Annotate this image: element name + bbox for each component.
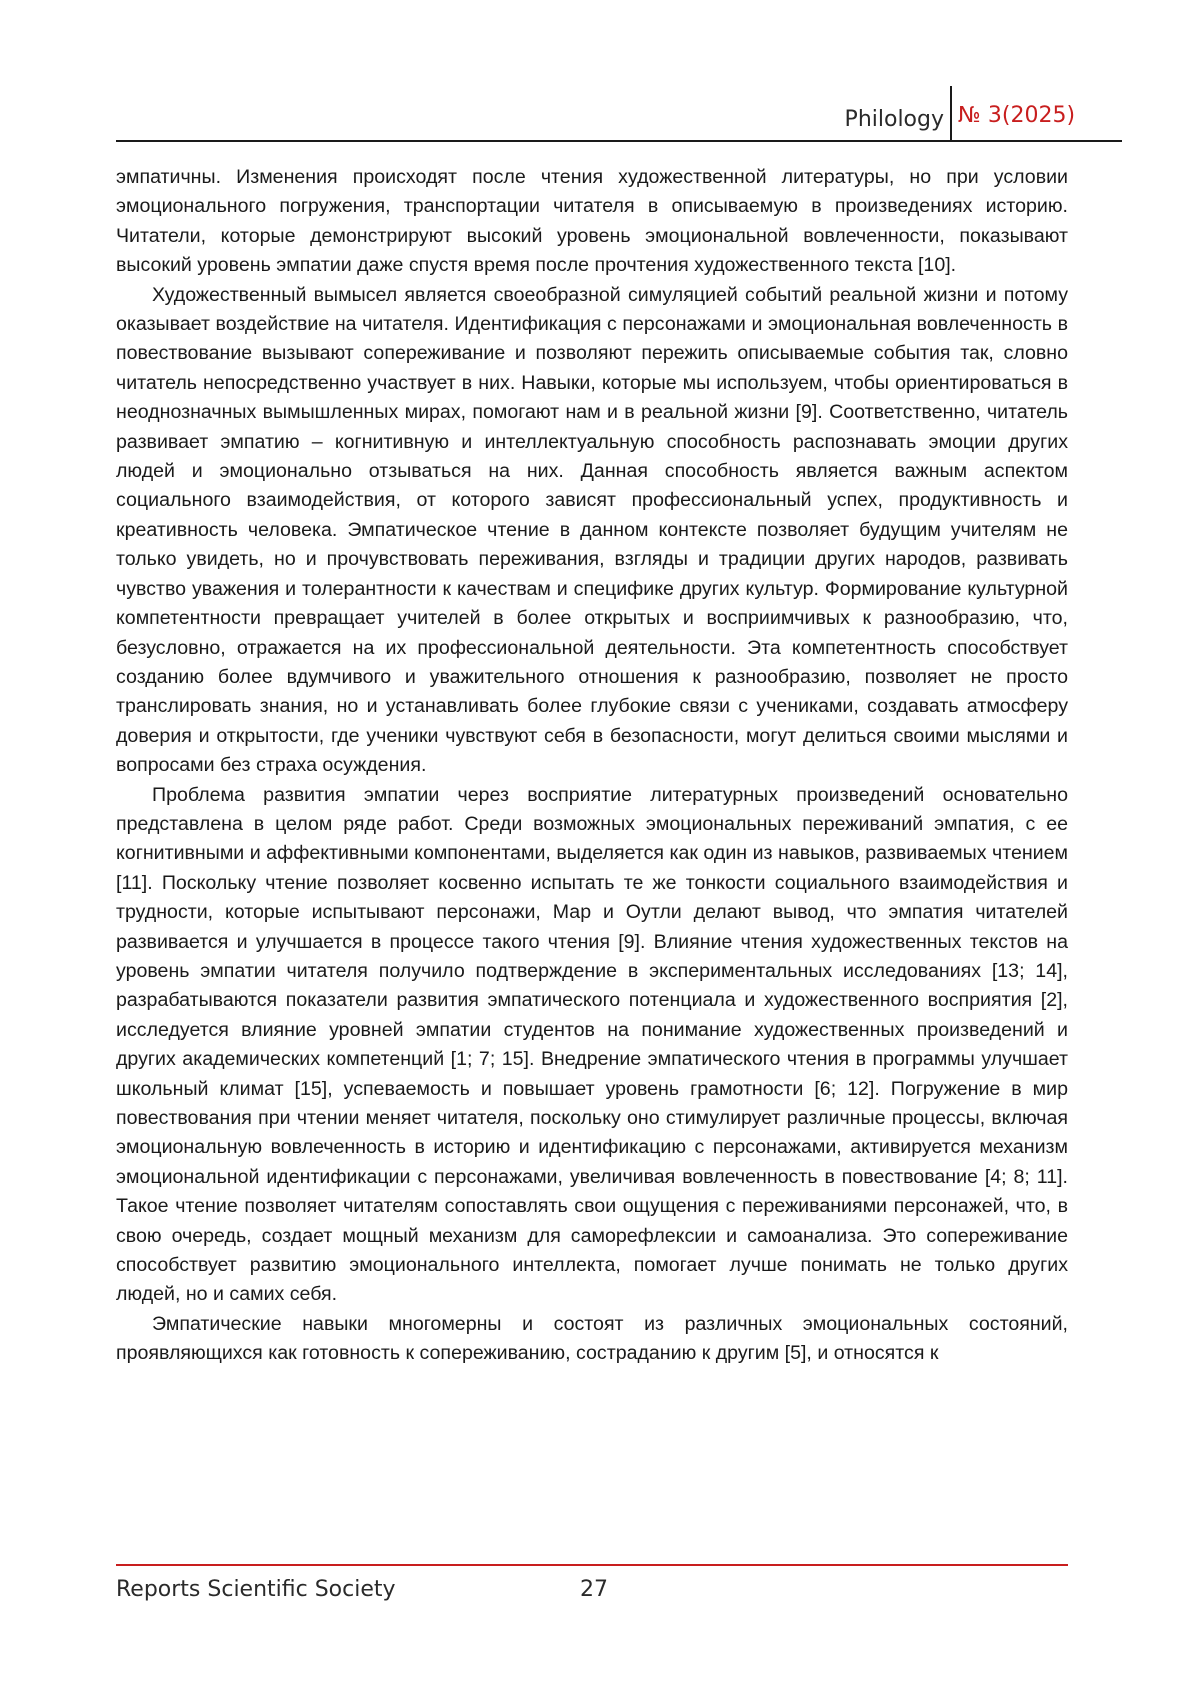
paragraph-4: Эмпатические навыки многомерны и состоят из различных эмоциональных состояний, проявляющихся как готовность к сопереживанию, состраданию к другим [5], и относятся к [116, 1312, 1068, 1365]
paragraph-1: эмпатичны. Изменения происходят после чтения художественной литературы, но при условии эмоционального погружения, транспортации читателя в описываемую в произведениях историю. Читатели, которые демонстрируют высокий уровень эмоциональной вовлеченности, показывают высокий уровень эмпатии даже спустя время после прочтения художественного текста [10]. [116, 166, 1068, 277]
footer-journal-name: Reports Scientific Society [116, 1577, 396, 1602]
header-rule [116, 140, 1122, 142]
header-vertical-divider [950, 86, 952, 141]
page-number: 27 [580, 1577, 608, 1602]
paragraph-2: Художественный вымысел является своеобразной симуляцией событий реальной жизни и потому оказывает воздействие на читателя. Идентификация с персонажами и эмоциональная вовлеченность в повествование вызывают сопереживание и позволяют пережить описываемые события так, словно читатель непосредственно участвует в них. Навыки, которые мы используем, чтобы ориентироваться в неоднозначных вымышленных мирах, помогают нам и в реальной жизни [9]. Соответственно, читатель развивает эмпатию – когнитивную и интеллектуальную способность распознавать эмоции других людей и эмоционально отзываться на них. Данная способность является важным аспектом социального взаимодействия, от которого зависят профессиональный успех, продуктивность и креативность человека. Эмпатическое чтение в данном контексте позволяет будущим учителям не только увидеть, но и прочувствовать переживания, взгляды и традиции других народов, развивать чувство уважения и толерантности к качествам и специфике других культур. Формирование культурной компетентности превращает учителей в более открытых и восприимчивых к разнообразию, что, безусловно, отражается на их профессиональной деятельности. Эта компетентность способствует созданию более вдумчивого и уважительного отношения к разнообразию, позволяет не просто транслировать знания, но и устанавливать более глубокие связи с учениками, создавать атмосферу доверия и открытости, где ученики чувствуют себя в безопасности, могут делиться своими мыслями и вопросами без страха осуждения. [116, 283, 1068, 777]
paragraph-3: Проблема развития эмпатии через восприятие литературных произведений основательно представлена в целом ряде работ. Среди возможных эмоциональных переживаний эмпатия, с ее когнитивными и аффективными компонентами, выделяется как один из навыков, развиваемых чтением [11]. Поскольку чтение позволяет косвенно испытать те же тонкости социального взаимодействия и трудности, которые испытывают персонажи, Мар и Оутли делают вывод, что эмпатия читателей развивается и улучшается в процессе такого чтения [9]. Влияние чтения художественных текстов на уровень эмпатии читателя получило подтверждение в экспериментальных исследованиях [13; 14], разрабатываются показатели развития эмпатического потенциала и художественного восприятия [2], исследуется влияние уровней эмпатии студентов на понимание художественных произведений и других академических компетенций [1; 7; 15]. Внедрение эмпатического чтения в программы улучшает школьный климат [15], успеваемость и повышает уровень грамотности [6; 12]. Погружение в мир повествования при чтении меняет читателя, поскольку оно стимулирует различные процессы, включая эмоциональную вовлеченность в историю и идентификацию с персонажами, активируется механизм эмоциональной идентификации с персонажами, увеличивая вовлеченность в повествование [4; 8; 11]. Такое чтение позволяет читателям сопоставлять свои ощущения с переживаниями персонажей, что, в свою очередь, создает мощный механизм для саморефлексии и самоанализа. Это сопереживание способствует развитию эмоционального интеллекта, помогает лучше понимать не только других людей, но и самих себя. [116, 783, 1068, 1306]
body-text [116, 163, 1068, 1369]
footer-rule [116, 1564, 1068, 1566]
running-header-issue: № 3(2025) [958, 103, 1076, 128]
running-header-journal: Philology [844, 107, 944, 132]
